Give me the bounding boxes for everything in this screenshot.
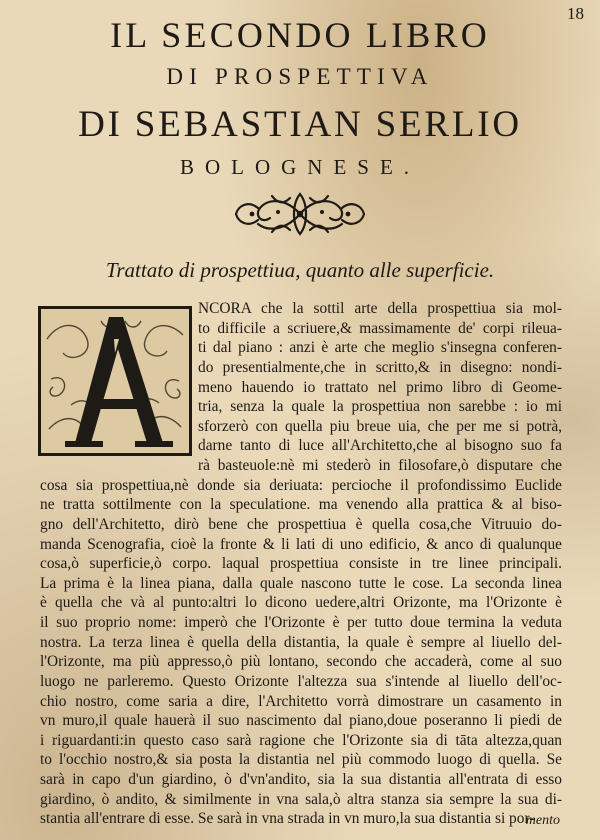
text-line: gno dell'Architetto, dirò bene che prospettiua è quella cosa,che Vitruuio do- — [40, 515, 562, 533]
text-line: La prima è la linea piana, dalla quale nascono tutte le cose. La seconda linea — [40, 574, 562, 592]
text-line: i riguardanti:in questo caso sarà ragione che l'Orizonte sia di tāta altezza,quan — [40, 731, 562, 749]
text-line: l'Orizonte, ma più appresso,ò più lontano, secondo che accaderà, come al suo — [40, 653, 562, 671]
text-line: cosa sia prospettiua,nè donde sia deriuata: percioche il profondissimo Euclide — [40, 476, 562, 494]
floral-ornament-icon — [232, 190, 368, 238]
text-line: darne tanto di luce all'Architetto,che al bisogno suo fa — [198, 437, 562, 455]
text-line: sforzerò con quella piu breue uia, che per me si potrà, — [198, 417, 562, 435]
text-line: il suo proprio nome: imperò che l'Orizonte è per tutto doue termina la veduta — [40, 614, 562, 632]
text-line: luogo ne parleremo. Questo Orizonte l'altezza sua s'intende al liuello dell'oc- — [40, 672, 562, 690]
title-line-3: DI SEBASTIAN SERLIO — [78, 104, 522, 145]
title-line-1: IL SECONDO LIBRO — [110, 15, 490, 55]
text-line: chio nostro, come saria a dire, l'Architetto vorrà dimostrare un casamento in — [40, 692, 562, 710]
text-line: cosa,ò superficie,ò corpo. laqual prospettiua consiste in tre linee principali. — [40, 555, 562, 573]
text-line: to l'occhio nostro,& sia posta la distantia nel più commodo luogo di quella. Se — [40, 751, 562, 769]
title-line-4: BOLOGNESE. — [179, 155, 421, 179]
text-line: è quella che và al punto:altri lo dicono uedere,altri Orizonte, ma l'Orizonte è — [40, 594, 562, 612]
section-subtitle: Trattato di prospettiua, quanto alle superficie. — [105, 258, 495, 282]
text-line: to difficile a scriuere,& massimamente de' corpi rileua- — [198, 319, 562, 337]
text-line: ti dal piano : anzi è arte che meglio s'insegna conferen- — [198, 339, 562, 357]
text-line: sarà in capo d'un giardino, ò d'vn'andito, sia la sua distantia all'entrata di esso — [40, 771, 562, 789]
text-line: ne tratta sottilmente con la speculatione. ma venendo alla prattica & al biso- — [40, 496, 562, 514]
text-line: NCORA che la sottil arte della prospettiua sia mol- — [198, 300, 562, 317]
text-line: tria, senza la quale la prospettiua non sarebbe : io mi — [198, 398, 562, 416]
text-line: rà basteuole:nè mi stederò in filosofare,ò disputare che — [198, 457, 562, 475]
title-line-2: DI PROSPETTIVA — [166, 64, 434, 89]
text-line: meno hauendo io trattato nel primo libro di Geome- — [198, 378, 562, 396]
text-line: giardino, ò andito, & similmente in vna sala,ò altra stanza sia sempre la sua di- — [40, 790, 562, 808]
page-number: 18 — [567, 4, 584, 23]
text-line: vn muro,il quale hauerà il suo nascimento dal piano,doue poseranno li piedi de — [40, 712, 562, 730]
text-line: nostra. La terza linea è quella della distantia, la quale è sempre al liuello del- — [40, 633, 562, 651]
text-line: stantia all'entrare di esse. Se sarà in vna strada in vn muro,la sua distantia si por- — [40, 810, 535, 828]
catchword: mento — [525, 813, 560, 828]
text-line: do presentialmente,che in scritto,& in disegno: nondi- — [198, 358, 562, 376]
body-text — [0, 298, 600, 833]
text-line: manda Scenografia, cioè la fronte & li lati di uno edificio, & anco di qualunque — [40, 535, 562, 553]
